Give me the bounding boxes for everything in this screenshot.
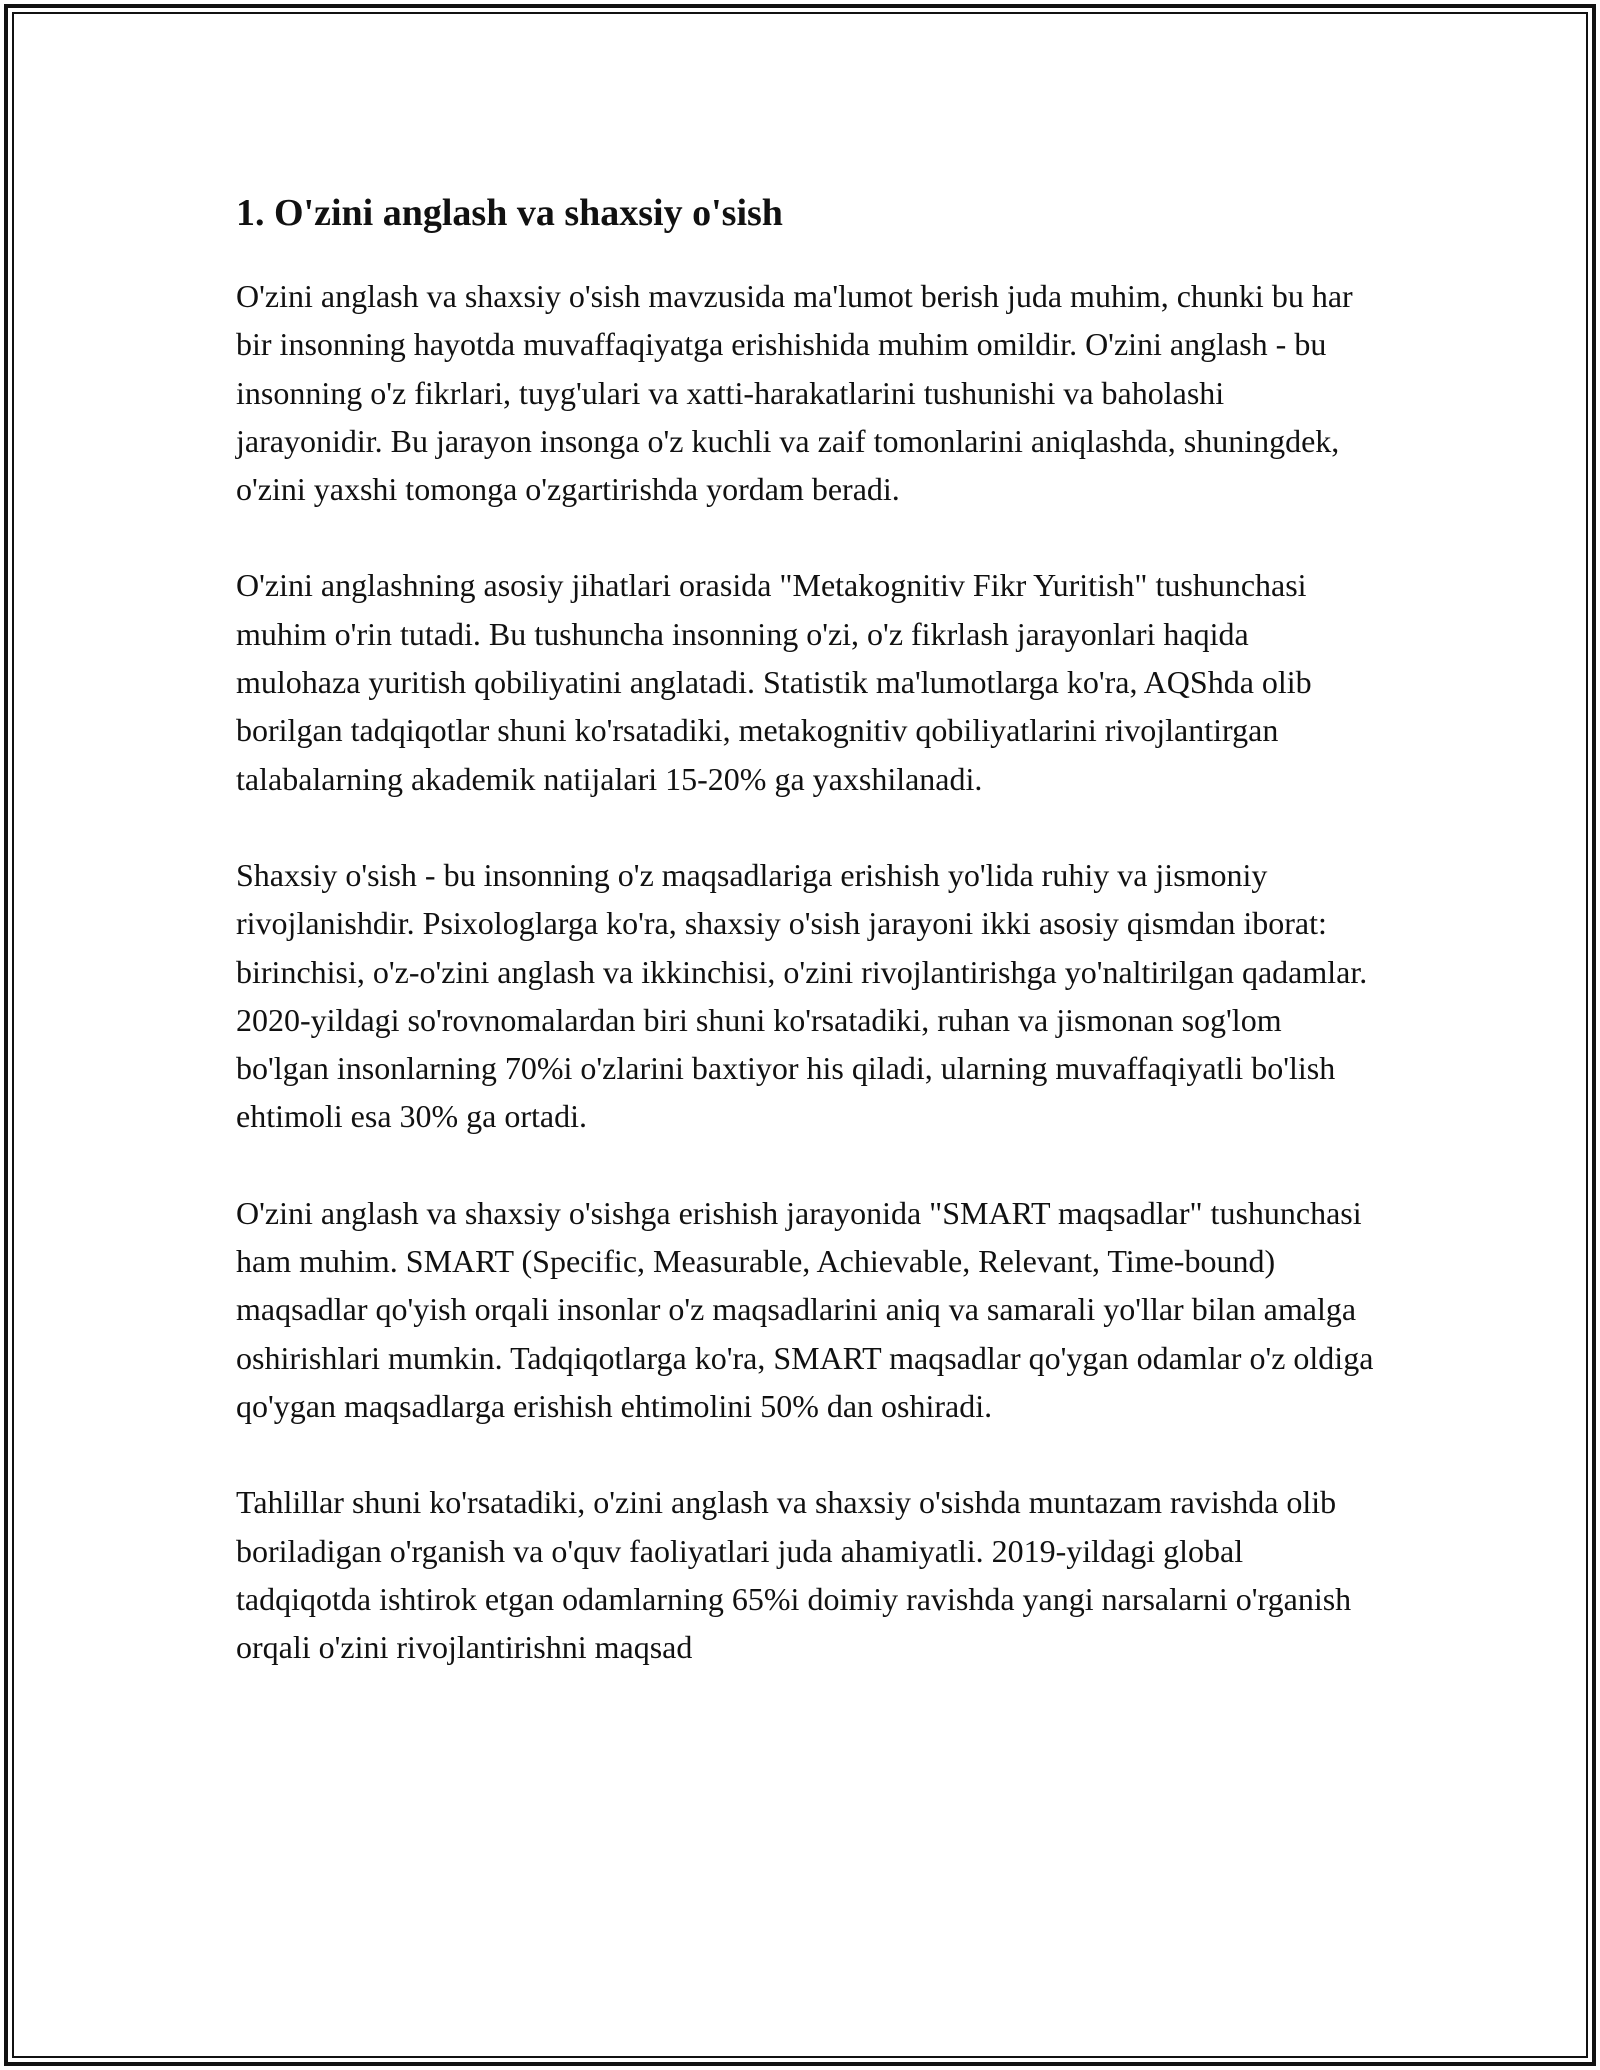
- paragraph-3: Shaxsiy o'sish - bu insonning o'z maqsadlariga erishish yo'lida ruhiy va jismoniy rivojlanishdir. Psixologlarga ko'ra, shaxsiy o'sish jarayoni ikki asosiy qismdan iborat: birinchisi, o'z-o'zini anglash va ikkinchisi, o'zini rivojlantirishga yo'naltirilgan qadamlar. 2020-yildagi so'rovnomalardan biri shuni ko'rsatadiki, ruhan va jismonan sog'lom bo'lgan insonlarning 70%i o'zlarini baxtiyor his qiladi, ularning muvaffaqiyatli bo'lish ehtimoli esa 30% ga ortadi.: [236, 856, 1368, 1135]
- paragraph-4: O'zini anglash va shaxsiy o'sishga erishish jarayonida "SMART maqsadlar" tushunchasi ham muhim. SMART (Specific, Measurable, Achievable, Relevant, Time-bound) maqsadlar qo'yish orqali insonlar o'z maqsadlarini aniq va samarali yo'llar bilan amalga oshirishlari mumkin. Tadqiqotlarga ko'ra, SMART maqsadlar qo'ygan odamlar o'z oldiga qo'ygan maqsadlarga erishish ehtimolini 50% dan oshiradi.: [236, 1194, 1374, 1424]
- paragraph-5: Tahlillar shuni ko'rsatadiki, o'zini anglash va shaxsiy o'sishda muntazam ravishda olib boriladigan o'rganish va o'quv faoliyatlari juda ahamiyatli. 2019-yildagi global tadqiqotda ishtirok etgan odamlarning 65%i doimiy ravishda yangi narsalarni o'rganish orqali o'zini rivojlantirishni maqsad: [236, 1484, 1352, 1666]
- paragraph-1: O'zini anglash va shaxsiy o'sish mavzusida ma'lumot berish juda muhim, chunki bu har bir insonning hayotda muvaffaqiyatga erishishida muhim omildir. O'zini anglash - bu insonning o'z fikrlari, tuyg'ulari va xatti-harakatlarini tushunishi va baholashi jarayonidir. Bu jarayon insonga o'z kuchli va zaif tomonlarini aniqlashda, shuningdek, o'zini yaxshi tomonga o'zgartirishda yordam beradi.: [236, 278, 1353, 508]
- document-body: [236, 188, 1376, 1719]
- paragraph-2: O'zini anglashning asosiy jihatlari orasida "Metakognitiv Fikr Yuritish" tushunchasi muhim o'rin tutadi. Bu tushuncha insonning o'zi, o'z fikrlash jarayonlari haqida mulohaza yuritish qobiliyatini anglatadi. Statistik ma'lumotlarga ko'ra, AQShda olib borilgan tadqiqotlar shuni ko'rsatadiki, metakognitiv qobiliyatlarini rivojlantirgan talabalarning akademik natijalari 15-20% ga yaxshilanadi.: [236, 567, 1312, 797]
- section-heading: 1. O'zini anglash va shaxsiy o'sish: [236, 192, 783, 234]
